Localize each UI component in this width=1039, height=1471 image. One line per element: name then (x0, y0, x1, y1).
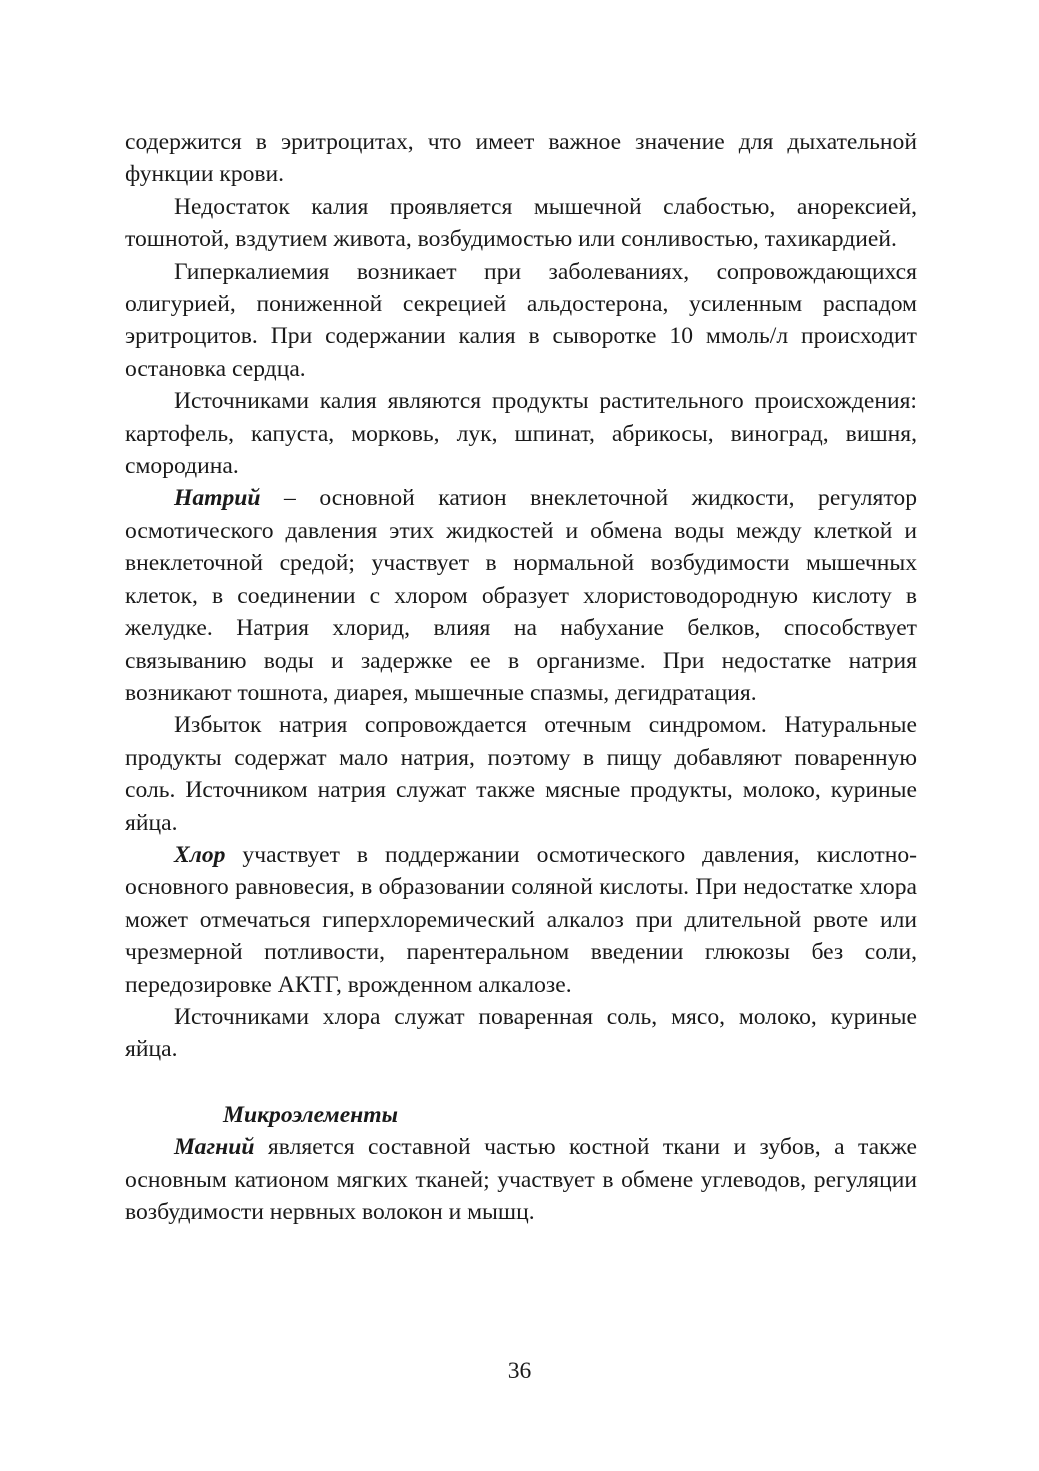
paragraph-text: Гиперкалиемия возникает при заболеваниях, сопровождающихся олигурией, пониженной секрецией альдостерона, усиленным распадом эритроцитов. При содержании калия в сыворотке 10 ммоль/л происходит остановка сердца. (125, 258, 917, 382)
paragraph-chlorine-sources (125, 1001, 917, 1066)
term-chlorine: Хлор (174, 841, 226, 868)
paragraph-sodium-excess (125, 709, 917, 839)
paragraph-text: Источниками калия являются продукты растительного происхождения: картофель, капуста, морковь, лук, шпинат, абрикосы, виноград, вишня, смородина. (125, 388, 917, 480)
section-heading-microelements: Микроэлементы (223, 1101, 398, 1128)
paragraph-sodium (125, 482, 917, 709)
paragraph-magnesium (125, 1131, 917, 1228)
page-number: 36 (507, 1358, 532, 1384)
paragraph-text: является составной частью костной ткани и зубов, а также основным катионом мягких тканей; участвует в обмене углеводов, регуляции возбудимости нервных волокон и мышц. (125, 1134, 917, 1225)
paragraph-hemoglobin-continuation (125, 126, 917, 191)
paragraph-potassium-deficiency (125, 191, 917, 256)
paragraph-text: участвует в поддержании осмотического давления, кислотно-основного равновесия, в образовании соляной кислоты. При недостатке хлора может отмечаться гиперхлоремический алкалоз при длительной рвоте или чрезмерной потливости, парентеральном введении глюкозы без соли, передозировке АКТГ, врожденном алкалозе. (125, 841, 917, 998)
body-text (125, 126, 917, 1228)
paragraph-text: Источниками хлора служат поваренная соль, мясо, молоко, куриные яйца. (125, 1003, 917, 1063)
paragraph-text: Избыток натрия сопровождается отечным синдромом. Натуральные продукты содержат мало натрия, поэтому в пищу добавляют поваренную соль. Источником натрия служат также мясные продукты, молоко, куриные яйца. (125, 712, 917, 836)
paragraph-text: Недостаток калия проявляется мышечной слабостью, анорексией, тошнотой, вздутием живота, возбудимостью или сонливостью, тахикардией. (125, 193, 917, 253)
paragraph-chlorine (125, 839, 917, 1001)
paragraph-hyperkalemia (125, 256, 917, 386)
paragraph-text: – основной катион внеклеточной жидкости, регулятор осмотического давления этих жидкостей и обмена воды между клеткой и внеклеточной средой; участвует в нормальной возбудимости мышечных клеток, в соединении с хлором образует хлористоводородную кислоту в желудке. Натрия хлорид, влияя на набухание белков, способствует связыванию воды и задержке ее в организме. При недостатке натрия возникают тошнота, диарея, мышечные спазмы, дегидратация. (125, 485, 917, 706)
paragraph-text: содержится в эритроцитах, что имеет важное значение для дыхательной функции крови. (125, 129, 917, 188)
paragraph-potassium-sources (125, 385, 917, 482)
term-sodium: Натрий (174, 485, 261, 512)
term-magnesium: Магний (174, 1134, 255, 1161)
